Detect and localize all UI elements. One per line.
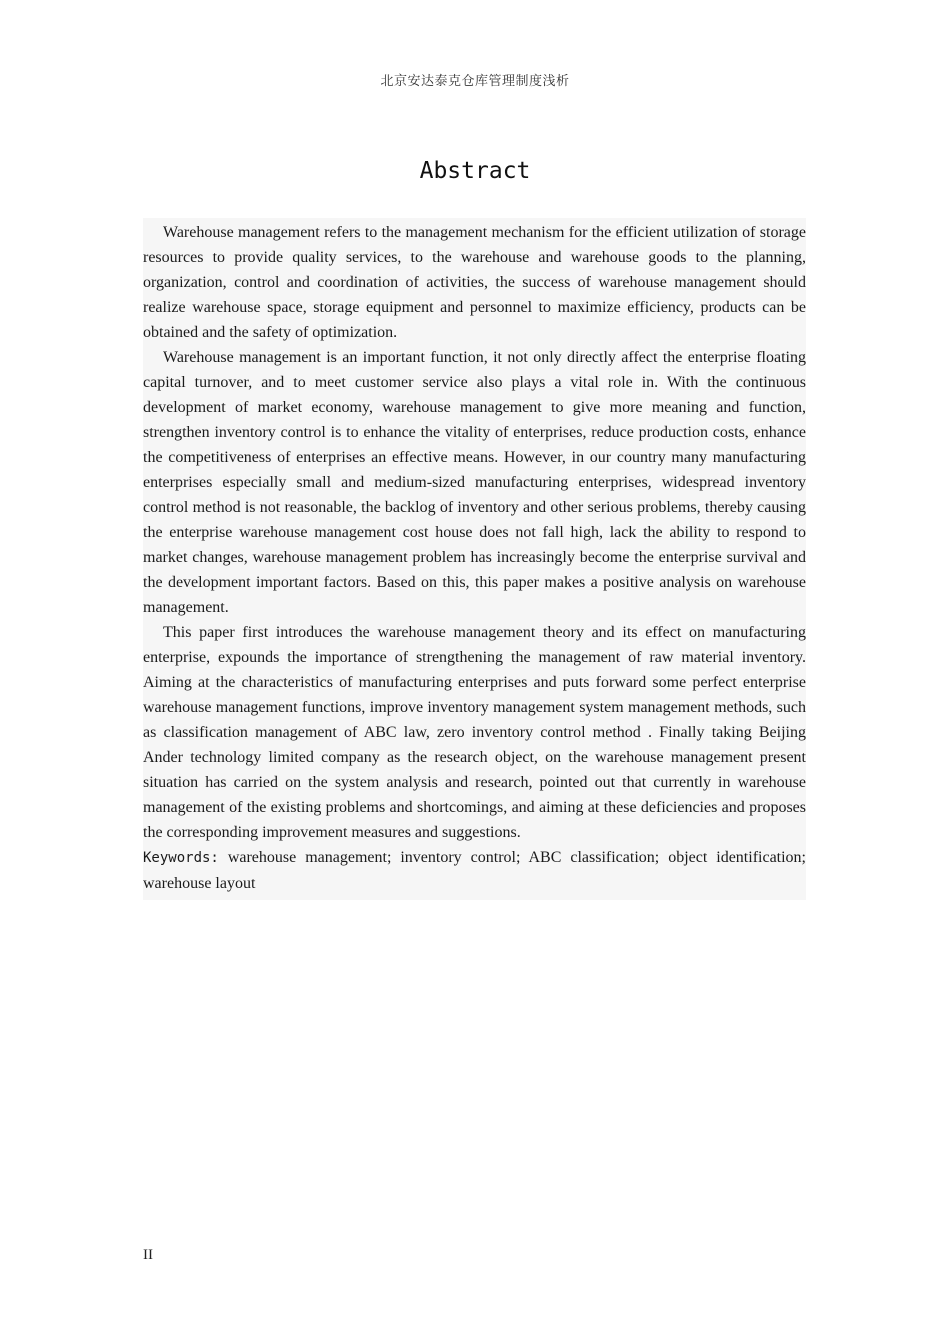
abstract-title: Abstract: [419, 158, 531, 184]
abstract-body: [143, 218, 806, 900]
keywords-line: [143, 845, 806, 896]
abstract-paragraph-2: Warehouse management is an important function, it not only directly affect the enterprise floating capital turnover, and to meet customer service also plays a vital role in. With the continuous development of market economy, warehouse management to give more meaning and function, strengthen inventory control is to enhance the vitality of enterprises, reduce production costs, enhance the competitiveness of enterprises an effective means. However, in our country many manufacturing enterprises especially small and medium-sized manufacturing enterprises, widespread inventory control method is not reasonable, the backlog of inventory and other serious problems, thereby causing the enterprise warehouse management cost house does not fall high, lack the ability to respond to market changes, warehouse management problem has increasingly become the enterprise survival and the development important factors. Based on this, this paper makes a positive analysis on warehouse management.: [143, 349, 806, 616]
abstract-paragraph-3: This paper first introduces the warehouse management theory and its effect on manufacturing enterprise, expounds the importance of strengthening the management of raw material inventory. Aiming at the characteristics of manufacturing enterprises and puts forward some perfect enterprise warehouse management functions, improve inventory management system management methods, such as classification management of ABC law, zero inventory control method . Finally taking Beijing Ander technology limited company as the research object, on the warehouse management present situation has carried on the system analysis and research, pointed out that currently in warehouse management of the existing problems and shortcomings, and aiming at these deficiencies and proposes the corresponding improvement measures and suggestions.: [143, 624, 806, 841]
page-number: II: [143, 1247, 153, 1263]
keywords-label: Keywords:: [143, 850, 219, 866]
keywords-text: warehouse management; inventory control; ABC classification; object identification; warehouse layout: [143, 849, 806, 892]
abstract-paragraph-1: Warehouse management refers to the management mechanism for the efficient utilization of storage resources to provide quality services, to the warehouse and warehouse goods to the planning, organization, control and coordination of activities, the success of warehouse management should realize warehouse space, storage equipment and personnel to maximize efficiency, products can be obtained and the safety of optimization.: [143, 224, 806, 341]
running-header: 北京安达泰克仓库管理制度浅析: [380, 74, 570, 89]
